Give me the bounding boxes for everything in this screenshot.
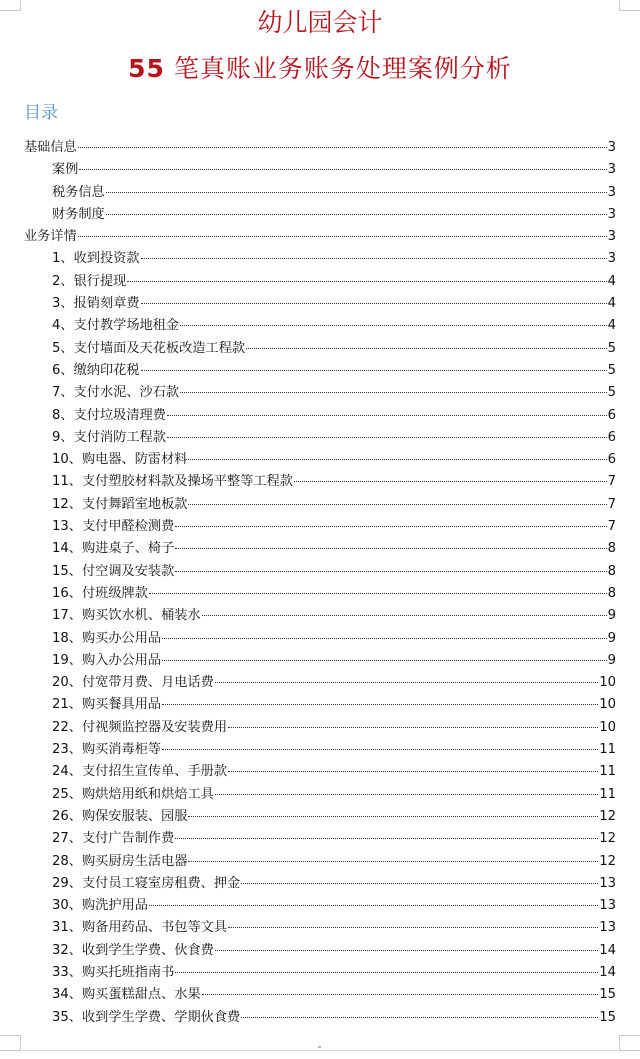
toc-page-number: 4 — [607, 296, 616, 312]
toc-entry-link[interactable] — [24, 449, 616, 471]
dot-leader — [141, 369, 607, 371]
toc-entry-link[interactable] — [24, 940, 616, 962]
toc-page-number: 12 — [599, 808, 616, 824]
toc-entry-link[interactable] — [24, 694, 616, 716]
dot-leader — [188, 503, 606, 505]
toc-entry-label: 5、支付墙面及天花板改造工程款 — [52, 340, 246, 356]
toc-entry-label: 13、支付甲醛检测费 — [52, 519, 175, 535]
toc-page-number: 4 — [607, 318, 616, 334]
toc-entry-link[interactable] — [24, 538, 616, 560]
dot-leader — [78, 235, 607, 237]
toc-section-link[interactable] — [24, 226, 616, 248]
toc-page-number: 9 — [607, 630, 616, 646]
toc-entry-label: 20、付宽带月费、月电话费 — [52, 675, 214, 691]
toc-entry-label: 9、支付消防工程款 — [52, 429, 166, 445]
toc-page-number: 11 — [599, 764, 616, 780]
toc-page-number: 6 — [607, 452, 616, 468]
toc-page-number: 15 — [599, 1009, 616, 1025]
toc-page-number: 3 — [607, 140, 616, 155]
toc-page-number: 13 — [599, 920, 616, 936]
toc-entry-link[interactable] — [24, 628, 616, 650]
toc-entry-link[interactable] — [24, 494, 616, 516]
dot-leader — [294, 480, 607, 482]
dot-leader — [79, 168, 606, 170]
toc-entry-label: 10、购电器、防雷材料 — [52, 452, 188, 468]
toc-entry-label: 4、支付教学场地租金 — [52, 318, 180, 334]
toc-entry-label: 25、购烘焙用纸和烘焙工具 — [52, 786, 214, 802]
subtitle-number: 55 — [128, 54, 165, 83]
toc-section-link[interactable] — [24, 137, 616, 159]
dot-leader — [141, 302, 607, 304]
toc-entry-link[interactable] — [24, 271, 616, 293]
toc-entry-link[interactable] — [24, 784, 616, 806]
toc-entry-link[interactable] — [24, 516, 616, 538]
toc-entry-label: 基础信息 — [24, 140, 77, 155]
toc-entry-label: 2、银行提现 — [52, 273, 127, 289]
toc-page-number: 3 — [607, 251, 616, 267]
toc-entry-link[interactable] — [24, 873, 616, 895]
toc-page-number: 14 — [599, 964, 616, 980]
dot-leader — [188, 815, 598, 817]
document-subtitle — [0, 52, 640, 86]
toc-page-number: 8 — [607, 541, 616, 557]
toc-entry-link[interactable] — [24, 1007, 616, 1029]
dot-leader — [175, 547, 606, 549]
subtitle-text: 笔真账业务账务处理案例分析 — [164, 54, 512, 83]
toc-entry-label: 23、购买消毒柜等 — [52, 742, 162, 758]
toc-entry-label: 34、购买蛋糕甜点、水果 — [52, 987, 201, 1003]
toc-page-number: 11 — [599, 742, 616, 758]
dot-leader — [78, 146, 607, 148]
dot-leader — [188, 860, 598, 862]
toc-entry-label: 12、支付舞蹈室地板款 — [52, 496, 188, 512]
dot-leader — [175, 525, 606, 527]
dot-leader — [215, 793, 598, 795]
toc-page-number: 9 — [607, 652, 616, 668]
toc-entry-label: 21、购买餐具用品 — [52, 697, 162, 713]
dot-leader — [215, 681, 598, 683]
toc-entry-label: 税务信息 — [52, 184, 105, 200]
toc-entry-link[interactable] — [24, 159, 616, 181]
toc-entry-link[interactable] — [24, 248, 616, 270]
toc-entry-link[interactable] — [24, 895, 616, 917]
toc-entry-label: 19、购入办公用品 — [52, 652, 162, 668]
toc-entry-link[interactable] — [24, 761, 616, 783]
dot-leader — [162, 637, 607, 639]
toc-entry-link[interactable] — [24, 605, 616, 627]
dot-leader — [162, 659, 607, 661]
toc-entry-link[interactable] — [24, 984, 616, 1006]
dot-leader — [180, 391, 607, 393]
dot-leader — [241, 1016, 598, 1018]
toc-entry-link[interactable] — [24, 650, 616, 672]
dot-leader — [202, 614, 607, 616]
toc-page-number: 5 — [607, 362, 616, 378]
toc-entry-label: 28、购买厨房生活电器 — [52, 853, 188, 869]
toc-page-number: 5 — [607, 340, 616, 356]
toc-page-number: 8 — [607, 563, 616, 579]
dot-leader — [106, 213, 607, 215]
toc-entry-link[interactable] — [24, 828, 616, 850]
toc-entry-label: 27、支付广告制作费 — [52, 831, 175, 847]
toc-entry-link[interactable] — [24, 405, 616, 427]
toc-entry-label: 30、购洗护用品 — [52, 898, 148, 914]
toc-page-number: 12 — [599, 853, 616, 869]
toc-entry-label: 6、缴纳印花税 — [52, 362, 140, 378]
toc-entry-link[interactable] — [24, 315, 616, 337]
toc-entry-label: 32、收到学生学费、伙食费 — [52, 942, 214, 958]
dot-leader — [106, 191, 607, 193]
dot-leader — [175, 971, 598, 973]
toc-page-number: 8 — [607, 585, 616, 601]
toc-page-number: 5 — [607, 385, 616, 401]
toc-entry-link[interactable] — [24, 204, 616, 226]
dot-leader — [202, 993, 599, 995]
toc-page-number: 13 — [599, 875, 616, 891]
toc-entry-label: 财务制度 — [52, 206, 105, 222]
toc-entry-link[interactable] — [24, 182, 616, 204]
toc-entry-label: 22、付视频监控器及安装费用 — [52, 719, 228, 735]
dot-leader — [241, 882, 598, 884]
dot-leader — [141, 257, 607, 259]
dot-leader — [246, 347, 607, 349]
toc-page-number: 6 — [607, 429, 616, 445]
dot-leader — [162, 748, 598, 750]
toc-page-number: 10 — [599, 675, 616, 691]
page-corner-mark-bottom-right — [619, 1035, 640, 1051]
toc-entry-label: 业务详情 — [24, 229, 77, 245]
toc-entry-link[interactable] — [24, 717, 616, 739]
toc-page-number: 3 — [607, 184, 616, 200]
toc-entry-label: 31、购备用药品、书包等文具 — [52, 920, 228, 936]
toc-page-number: 13 — [599, 898, 616, 914]
page-break-marker — [318, 1046, 321, 1048]
dot-leader — [167, 414, 607, 416]
toc-page-number: 10 — [599, 697, 616, 713]
dot-leader — [175, 837, 598, 839]
toc-page-number: 3 — [607, 229, 616, 245]
toc-entry-label: 3、报销刻章费 — [52, 296, 140, 312]
toc-entry-label: 16、付班级牌款 — [52, 585, 148, 601]
toc-entry-link[interactable] — [24, 471, 616, 493]
toc-page-number: 4 — [607, 273, 616, 289]
page-break-line — [22, 1050, 618, 1051]
toc-page-number: 7 — [607, 474, 616, 490]
toc-page-number: 14 — [599, 942, 616, 958]
toc-entry-label: 33、购买托班指南书 — [52, 964, 175, 980]
toc-entry-link[interactable] — [24, 917, 616, 939]
toc-entry-link[interactable] — [24, 962, 616, 984]
toc-entry-label: 17、购买饮水机、桶装水 — [52, 608, 201, 624]
toc-entry-link[interactable] — [24, 293, 616, 315]
toc-entry-link[interactable] — [24, 739, 616, 761]
dot-leader — [149, 904, 598, 906]
toc-entry-label: 15、付空调及安装款 — [52, 563, 175, 579]
table-of-contents — [24, 137, 616, 1029]
toc-page-number: 12 — [599, 831, 616, 847]
toc-entry-link[interactable] — [24, 672, 616, 694]
dot-leader — [215, 949, 598, 951]
dot-leader — [127, 280, 606, 282]
toc-entry-link[interactable] — [24, 561, 616, 583]
toc-entry-label: 29、支付员工寝室房租费、押金 — [52, 875, 241, 891]
dot-leader — [149, 592, 607, 594]
toc-entry-link[interactable] — [24, 360, 616, 382]
dot-leader — [228, 770, 598, 772]
dot-leader — [167, 436, 607, 438]
toc-entry-label: 11、支付塑胶材料款及操场平整等工程款 — [52, 474, 293, 490]
toc-page-number: 15 — [599, 987, 616, 1003]
toc-entry-label: 14、购进桌子、椅子 — [52, 541, 175, 557]
dot-leader — [175, 570, 606, 572]
dot-leader — [228, 726, 598, 728]
toc-entry-link[interactable] — [24, 427, 616, 449]
toc-entry-label: 18、购买办公用品 — [52, 630, 162, 646]
toc-entry-link[interactable] — [24, 851, 616, 873]
toc-entry-link[interactable] — [24, 382, 616, 404]
dot-leader — [228, 926, 598, 928]
toc-entry-label: 24、支付招生宣传单、手册款 — [52, 764, 228, 780]
toc-page-number: 7 — [607, 496, 616, 512]
dot-leader — [188, 458, 606, 460]
toc-page-number: 6 — [607, 407, 616, 423]
dot-leader — [180, 324, 607, 326]
toc-page-number: 7 — [607, 519, 616, 535]
toc-page-number: 11 — [599, 786, 616, 802]
toc-page-number: 3 — [607, 206, 616, 222]
toc-entry-label: 8、支付垃圾清理费 — [52, 407, 166, 423]
dot-leader — [162, 703, 598, 705]
page-corner-mark-bottom-left — [0, 1035, 21, 1051]
toc-entry-label: 7、支付水泥、沙石款 — [52, 385, 180, 401]
document-title: 幼儿园会计 — [257, 8, 383, 37]
toc-page-number: 9 — [607, 608, 616, 624]
toc-page-number: 3 — [607, 162, 616, 178]
toc-entry-label: 1、收到投资款 — [52, 251, 140, 267]
toc-entry-label: 35、收到学生学费、学期伙食费 — [52, 1009, 241, 1025]
toc-page-number: 10 — [599, 719, 616, 735]
toc-entry-link[interactable] — [24, 338, 616, 360]
toc-heading: 目录 — [24, 103, 58, 123]
toc-entry-link[interactable] — [24, 806, 616, 828]
toc-entry-link[interactable] — [24, 583, 616, 605]
toc-entry-label: 26、购保安服装、园服 — [52, 808, 188, 824]
toc-entry-label: 案例 — [52, 162, 79, 178]
